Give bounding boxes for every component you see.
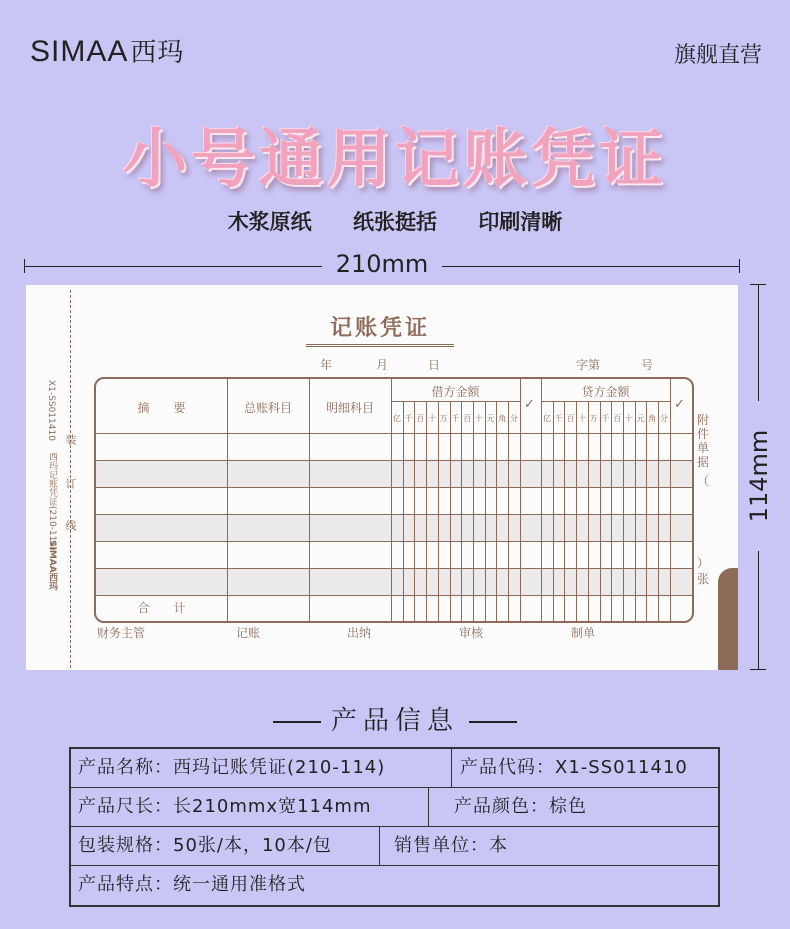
- footer-bookkeeper: 记账: [236, 626, 261, 640]
- taglines: [0, 206, 790, 236]
- voucher-number-zi: 字第: [576, 358, 601, 372]
- brand-logo: SIMAA西玛: [30, 35, 185, 68]
- digit-header: 元: [636, 414, 645, 423]
- voucher-title: 记账凭证: [306, 311, 454, 347]
- width-label: 210mm: [322, 250, 443, 278]
- footer-cashier: 出纳: [347, 626, 372, 640]
- tagline: 木浆原纸: [227, 210, 312, 234]
- digit-header: 分: [510, 414, 518, 423]
- width-dimension: [24, 250, 740, 278]
- header-credit: 贷方金额: [581, 385, 630, 399]
- digit-header: 百: [463, 414, 472, 423]
- digit-header: 千: [554, 414, 563, 423]
- digit-header: 十: [428, 414, 437, 423]
- binding-label: 线: [64, 520, 77, 531]
- info-row: 产品特点：统一通用准格式: [78, 874, 306, 895]
- digit-header: 万: [589, 414, 598, 423]
- digit-header: 分: [660, 414, 668, 423]
- footer-supervisor: 财务主管: [97, 626, 146, 640]
- product-info-table: [69, 747, 720, 907]
- voucher-edge: [718, 568, 738, 670]
- digit-header: 亿: [543, 414, 551, 423]
- height-dimension: [740, 284, 776, 670]
- side-name: 西玛记账凭证(210-114): [47, 452, 57, 551]
- digit-column-line: [461, 401, 462, 621]
- digit-column-line: [600, 401, 601, 621]
- date-year: 年: [320, 358, 333, 372]
- digit-header: 百: [613, 414, 622, 423]
- side-code: X1-SS011410: [46, 380, 56, 441]
- digit-header: 万: [439, 414, 448, 423]
- tagline: 印刷清晰: [478, 210, 563, 234]
- digit-column-line: [576, 401, 577, 621]
- date-month: 月: [376, 358, 389, 372]
- digit-column-line: [623, 401, 624, 621]
- store-label: 旗舰直营: [673, 43, 762, 68]
- height-label: 114mm: [745, 401, 773, 551]
- total-label: 合 计: [137, 601, 186, 615]
- digit-header: 千: [451, 414, 460, 423]
- binding-label: 订: [64, 478, 77, 489]
- digit-header: 十: [624, 414, 633, 423]
- digit-header: 千: [601, 414, 610, 423]
- page-title: 小号通用记账凭证: [123, 123, 667, 197]
- footer-auditor: 审核: [459, 626, 484, 640]
- digit-column-line: [646, 401, 647, 621]
- digit-column-line: [564, 401, 565, 621]
- digit-header: 亿: [393, 414, 401, 423]
- info-row: 产品尺长：长210mmx宽114mm 产品颜色：棕色: [71, 788, 718, 827]
- digit-column-line: [414, 401, 415, 621]
- header-summary: 摘 要: [137, 401, 186, 415]
- digit-column-line: [438, 401, 439, 621]
- digit-column-line: [658, 401, 659, 621]
- digit-column-line: [635, 401, 636, 621]
- digit-column-line: [508, 401, 509, 621]
- digit-header: 百: [416, 414, 425, 423]
- info-row: 包装规格：50张/本，10本/包 销售单位：本: [71, 827, 718, 866]
- binding-label: 装: [64, 434, 77, 445]
- attachment-open: （: [697, 474, 710, 488]
- info-row: 产品名称：西玛记账凭证(210-114) 产品代码：X1-SS011410: [71, 749, 718, 788]
- digit-column-line: [588, 401, 589, 621]
- digit-header: 角: [648, 414, 657, 423]
- attachment-close: ）: [697, 556, 710, 570]
- digit-column-line: [403, 401, 404, 621]
- voucher-grid: [94, 377, 694, 623]
- digit-header: 元: [486, 414, 495, 423]
- tagline: 纸张挺括: [353, 210, 437, 234]
- voucher-number-hao: 号: [641, 358, 654, 372]
- digit-column-line: [485, 401, 486, 621]
- digit-column-line: [496, 401, 497, 621]
- date-day: 日: [428, 358, 441, 372]
- check-icon: ✓: [524, 397, 535, 412]
- digit-column-line: [473, 401, 474, 621]
- footer-preparer: 制单: [571, 626, 596, 640]
- attachment-label: 附件单据: [697, 413, 710, 469]
- header-debit: 借方金额: [431, 385, 480, 399]
- info-heading: 产品信息: [0, 700, 790, 737]
- digit-column-line: [553, 401, 554, 621]
- header-detail-account: 明细科目: [325, 401, 374, 415]
- digit-header: 十: [578, 414, 587, 423]
- header-general-account: 总账科目: [243, 401, 292, 415]
- digit-header: 百: [566, 414, 575, 423]
- digit-header: 十: [474, 414, 483, 423]
- check-icon: ✓: [674, 397, 685, 412]
- digit-column-line: [611, 401, 612, 621]
- attachment-unit: 张: [697, 572, 710, 586]
- digit-column-line: [450, 401, 451, 621]
- digit-column-line: [426, 401, 427, 621]
- digit-header: 角: [498, 414, 507, 423]
- digit-header: 千: [404, 414, 413, 423]
- side-brand: SIMAA西玛: [47, 540, 57, 591]
